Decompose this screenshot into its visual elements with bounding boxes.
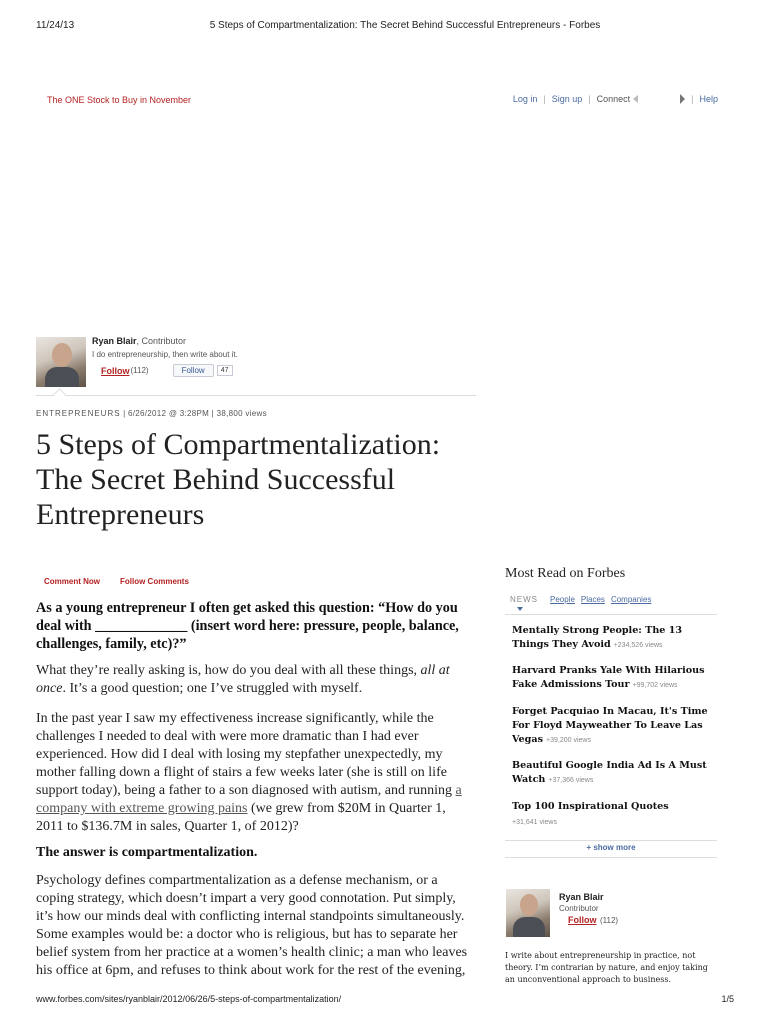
tab-people[interactable]: People [550, 595, 575, 604]
signup-link[interactable]: Sign up [551, 94, 583, 104]
follow-row [101, 364, 233, 377]
follow-comments-link[interactable]: Follow Comments [120, 577, 189, 586]
print-page-number: 1/5 [721, 994, 734, 1004]
login-link[interactable]: Log in [512, 94, 538, 104]
tab-places[interactable]: Places [580, 595, 605, 604]
help-link[interactable]: Help [699, 94, 718, 104]
company-link[interactable]: a company with extreme growing pains [36, 783, 462, 816]
sidebar-author-name[interactable]: Ryan Blair [559, 892, 604, 902]
print-date: 11/24/13 [36, 20, 75, 31]
meta-separator: | [209, 409, 217, 418]
sidebar-author-avatar[interactable] [506, 889, 550, 937]
divider [36, 395, 476, 396]
show-more-button[interactable]: + show more [505, 840, 717, 858]
sidebar-author-role: Contributor [559, 904, 599, 913]
emphasis: all at once [36, 663, 450, 696]
nav-divider: | [588, 94, 591, 104]
sidebar-author-bio: I write about entrepreneurship in practice, not theory. I’m contrarian by nature, and enjoy taking an unconventional approach to business. [505, 951, 708, 984]
author-name-link[interactable]: Ryan Blair [92, 336, 137, 346]
sidebar-follow-count: (112) [600, 916, 619, 925]
most-read-tabs [510, 595, 651, 604]
author-role: , Contributor [136, 336, 187, 346]
promo-link[interactable]: The ONE Stock to Buy in November [47, 95, 192, 105]
item-views: +234,526 views [613, 642, 663, 649]
follow-author-link[interactable]: Follow [101, 365, 130, 376]
scroll-right-icon[interactable] [680, 94, 685, 104]
most-read-item[interactable]: Forget Pacquiao In Macau, It's Time For Floyd Mayweather To Leave Las Vegas +39,200 views [512, 706, 708, 745]
tab-companies[interactable]: Companies [610, 595, 652, 604]
tab-news[interactable]: NEWS [510, 595, 538, 604]
category-link[interactable]: ENTREPRENEURS [36, 409, 121, 418]
item-views: +31,641 views [512, 819, 557, 826]
item-views: +37,366 views [548, 777, 594, 784]
nav-divider: | [543, 94, 546, 104]
paragraph-4: Psychology defines compartmentalization as a defense mechanism, or a coping strategy, which doesn’t impart a very good connotation. Put simply, it’s how our minds deal with conflicting internal standpoints simultaneously. Some examples would be: a doctor who is religious, but has to separate her belief system from her practice at a women’s health clinic; a man who leaves his office at 6pm, and refuses to think about work for the rest of the evening, [36, 873, 468, 978]
item-views: +39,200 views [546, 737, 591, 744]
sidebar-follow-row [568, 915, 618, 925]
paragraph-3: The answer is compartmentalization. [36, 845, 258, 860]
nav-divider: | [691, 94, 694, 104]
print-url: www.forbes.com/sites/ryanblair/2012/06/26/5-steps-of-compartmentalization/ [36, 994, 342, 1004]
print-title: 5 Steps of Compartmentalization: The Secret Behind Successful Entrepreneurs - Forbes [209, 20, 601, 31]
scroll-left-icon[interactable] [633, 95, 638, 103]
most-read-item[interactable]: Mentally Strong People: The 13 Things They Avoid +234,526 views [512, 625, 683, 650]
divider-notch [53, 388, 66, 401]
paragraph-1: What they’re really asking is, how do you deal with all these things, all at once. It’s a good question; one I’ve struggled with myself. [36, 663, 450, 696]
paragraph-2: In the past year I saw my effectiveness increase significantly, while the challenges I needed to deal with were more dramatic than I had ever experienced. How did I deal with losing my stepfather unexpectedly, my mother falling down a flight of stairs a few weeks later (she is still on life support today), being a father to a son diagnosed with autism, and running a company with extreme growing pains (we grew from $20M in Quarter 1, 2011 to $136.7M in sales, Quarter 1, of 2012)? [36, 711, 462, 834]
most-read-item[interactable]: Beautiful Google India Ad Is A Must Watch +37,366 views [512, 760, 707, 785]
publish-date: 6/26/2012 @ 3:28PM [128, 409, 210, 418]
top-nav [513, 94, 718, 104]
connect-label: Connect [596, 94, 631, 104]
item-views: +99,702 views [632, 682, 678, 689]
article-meta [36, 409, 267, 418]
article-lede: As a young entrepreneur I often get asked this question: “How do you deal with _____________ (insert word here: pressure, people, balance, challenges, family, etc)?” [36, 600, 459, 652]
author-tagline: I do entrepreneurship, then write about it. [92, 350, 238, 359]
author-avatar[interactable] [36, 337, 86, 387]
view-count: 38,800 views [216, 409, 267, 418]
divider [505, 614, 717, 615]
sidebar-follow-link[interactable]: Follow [568, 915, 597, 925]
meta-separator: | [120, 409, 129, 418]
most-read-item[interactable]: Harvard Pranks Yale With Hilarious Fake Admissions Tour +99,702 views [512, 665, 705, 690]
follow-count: (112) [130, 366, 149, 375]
comment-now-link[interactable]: Comment Now [44, 577, 100, 586]
comment-actions [44, 577, 189, 586]
article-headline: 5 Steps of Compartmentalization: The Secret Behind Successful Entrepreneurs [36, 428, 441, 531]
facebook-follow-button[interactable]: Follow [173, 364, 214, 377]
author-byline [92, 336, 186, 346]
facebook-follow-count: 47 [217, 365, 233, 376]
most-read-title: Most Read on Forbes [505, 566, 626, 581]
most-read-item[interactable]: Top 100 Inspirational Quotes +31,641 views [512, 800, 717, 830]
